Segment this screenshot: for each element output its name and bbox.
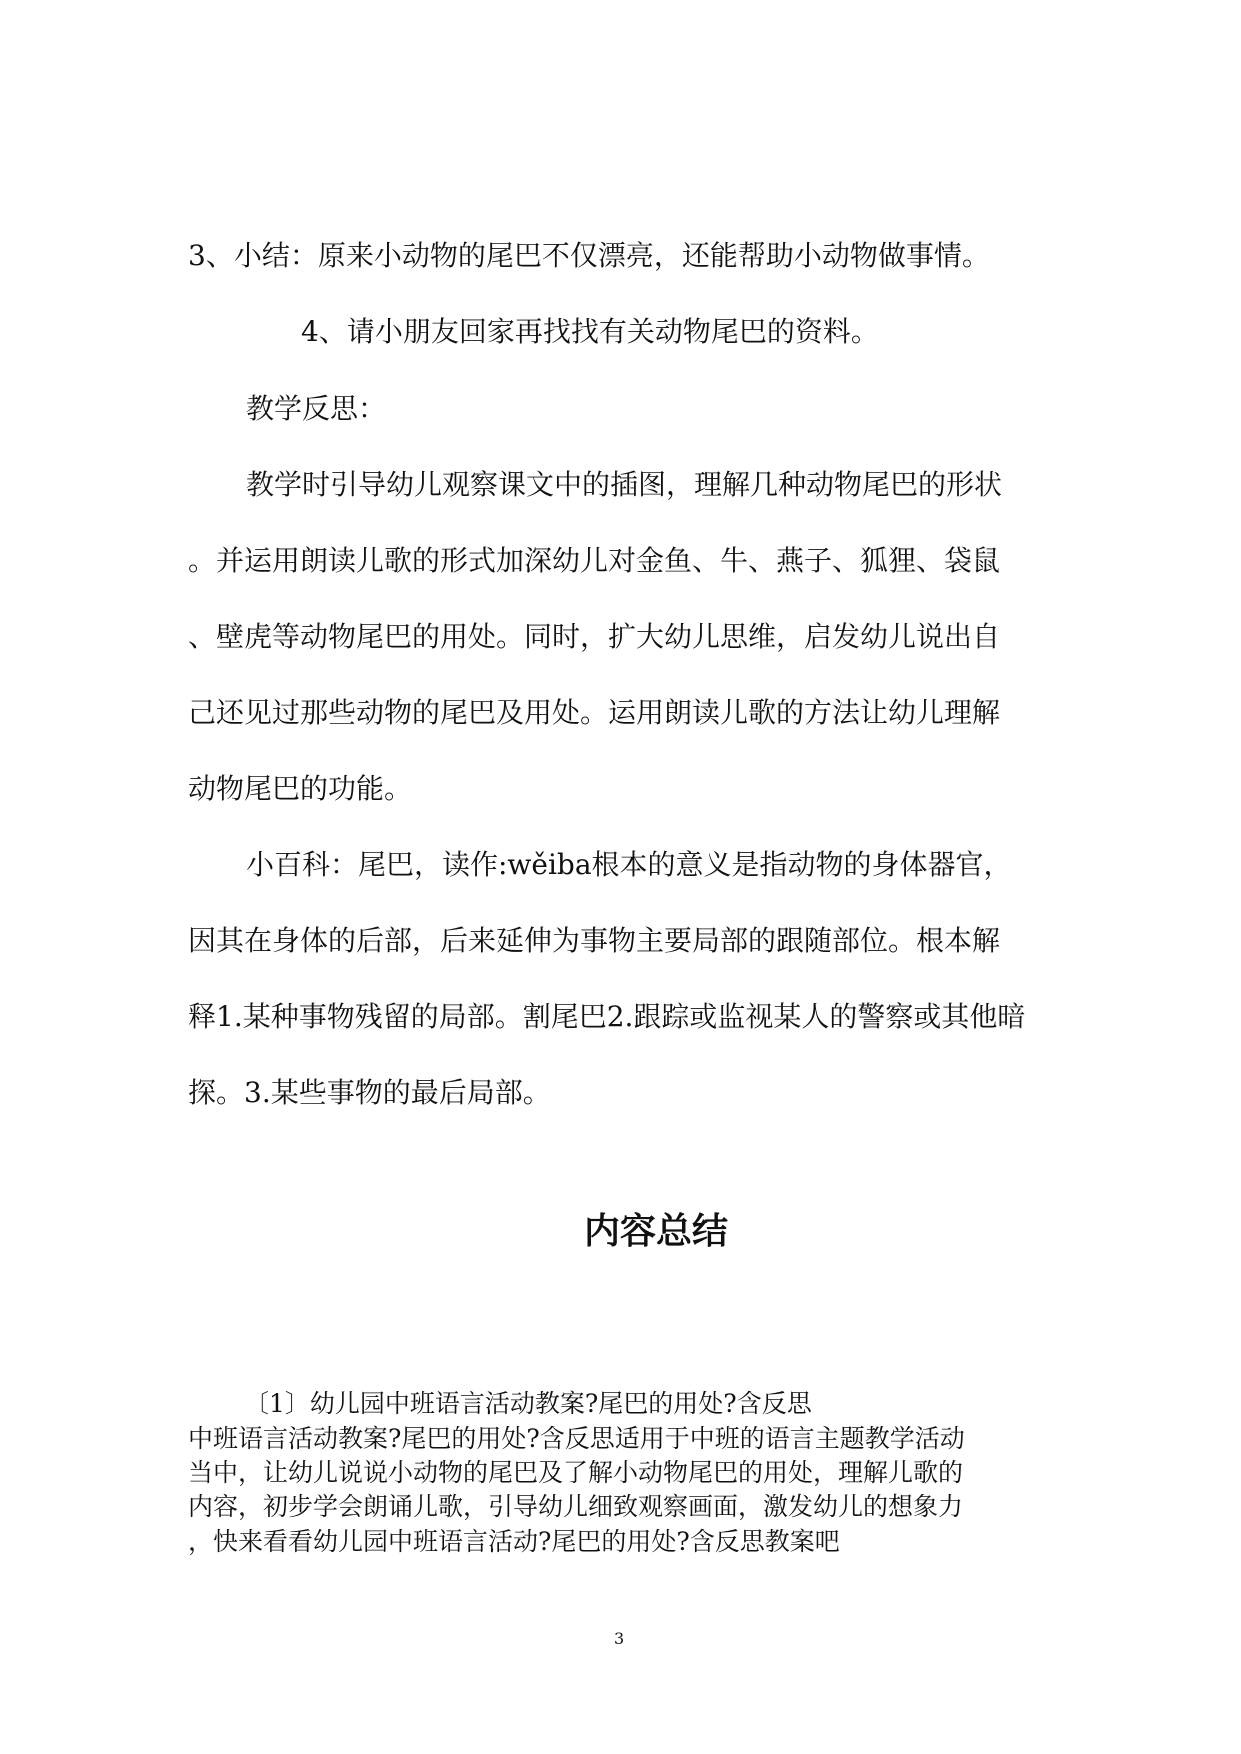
- summary-line: 当中，让幼儿说说小动物的尾巴及了解小动物尾巴的用处，理解儿歌的: [188, 1458, 964, 1487]
- body-line: 教学时引导幼儿观察课文中的插图，理解几种动物尾巴的形状: [246, 468, 1003, 501]
- page-number: 3: [614, 1629, 625, 1648]
- summary-line: 内容，初步学会朗诵儿歌，引导幼儿细致观察画面，激发幼儿的想象力: [188, 1492, 964, 1521]
- section-label-teaching-reflection: 教学反思：: [246, 392, 387, 425]
- body-line: 己还见过那些动物的尾巴及用处。运用朗读儿歌的方法让幼儿理解: [188, 696, 1001, 729]
- body-line: 动物尾巴的功能。: [188, 772, 413, 805]
- body-line: 。并运用朗读儿歌的形式加深幼儿对金鱼、牛、燕子、狐狸、袋鼠: [188, 544, 1001, 577]
- body-line: 4、请小朋友回家再找找有关动物尾巴的资料。: [301, 315, 879, 348]
- body-line: 探。3.某些事物的最后局部。: [188, 1076, 551, 1109]
- body-line: 小百科：尾巴，读作:wěiba根本的意义是指动物的身体器官，: [246, 848, 1012, 881]
- summary-line: ，快来看看幼儿园中班语言活动?尾巴的用处?含反思教案吧: [188, 1527, 840, 1556]
- body-line: 3、小结：原来小动物的尾巴不仅漂亮，还能帮助小动物做事情。: [188, 239, 990, 272]
- summary-heading: 内容总结: [584, 1210, 729, 1252]
- body-line: 因其在身体的后部，后来延伸为事物主要局部的跟随部位。根本解: [188, 924, 1001, 957]
- summary-line: 〔1〕幼儿园中班语言活动教案?尾巴的用处?含反思: [244, 1389, 812, 1418]
- body-line: 释1.某种事物残留的局部。割尾巴2.跟踪或监视某人的警察或其他暗: [188, 1000, 1026, 1033]
- summary-line: 中班语言活动教案?尾巴的用处?含反思适用于中班的语言主题教学活动: [188, 1424, 965, 1453]
- body-line: 、壁虎等动物尾巴的用处。同时，扩大幼儿思维，启发幼儿说出自: [188, 620, 1001, 653]
